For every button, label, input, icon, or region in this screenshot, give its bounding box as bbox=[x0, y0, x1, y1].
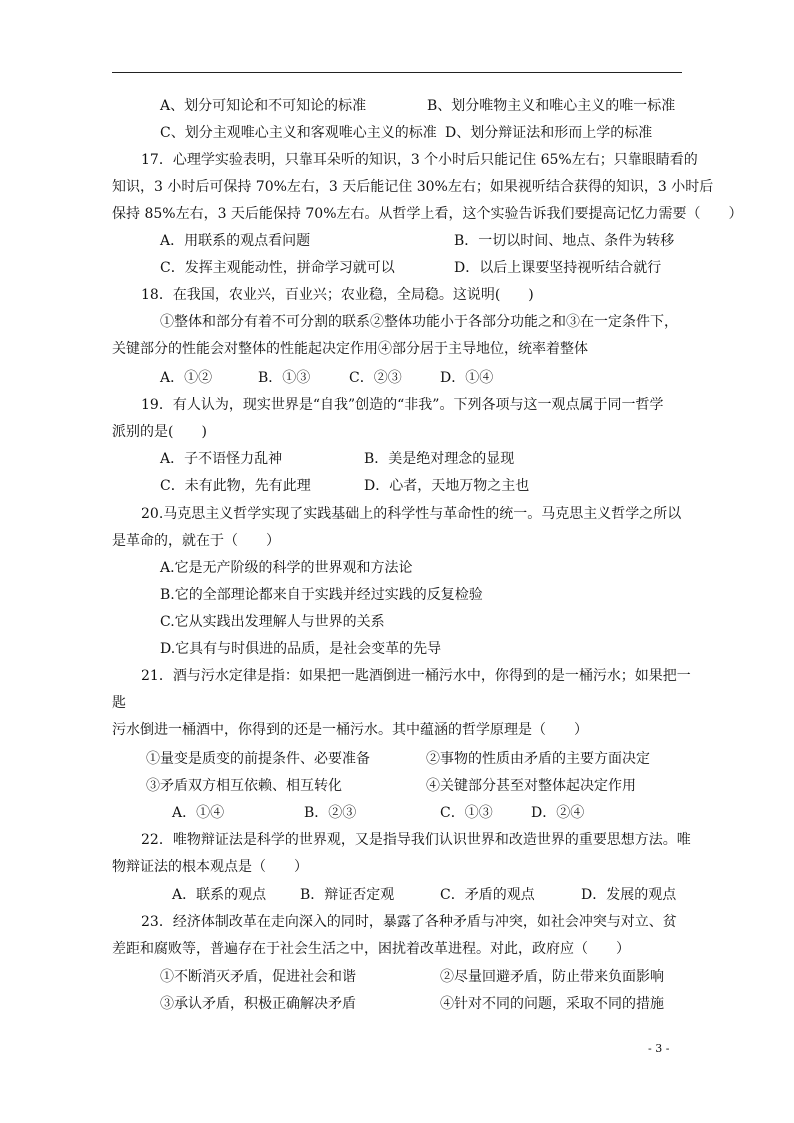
q16-option-c: C、划分主观唯心主义和客观唯心主义的标准 bbox=[160, 125, 437, 141]
q19-option-b: B．美是绝对理念的显现 bbox=[364, 451, 515, 467]
q21-statement-3: ③矛盾双方相互依赖、相互转化 bbox=[146, 778, 342, 794]
q23-statement-1: ①不断消灭矛盾，促进社会和谐 bbox=[160, 969, 356, 985]
q18-stem-line-3: 关键部分的性能会对整体的性能起决定作用④部分居于主导地位，统率着整体 bbox=[112, 341, 588, 357]
q23-stem-line-1: 23．经济体制改革在走向深入的同时，暴露了各种矛盾与冲突，如社会冲突与对立、贫 bbox=[141, 914, 677, 930]
q23-statement-2: ②尽量回避矛盾，防止带来负面影响 bbox=[440, 969, 664, 985]
q21-statement-2: ②事物的性质由矛盾的主要方面决定 bbox=[426, 751, 650, 767]
q20-option-d: D.它具有与时俱进的品质，是社会变革的先导 bbox=[160, 641, 442, 657]
q23-stem-line-2: 差距和腐败等，普遍存在于社会生活之中，困扰着改革进程。对此，政府应（ ） bbox=[112, 941, 630, 957]
q21-stem-line-1: 21．酒与污水定律是指：如果把一匙酒倒进一桶污水中，你得到的是一桶污水；如果把一 bbox=[141, 668, 691, 684]
q21-option-d: D．②④ bbox=[531, 805, 585, 821]
q19-stem-line-1: 19．有人认为，现实世界是“自我”创造的“非我”。下列各项与这一观点属于同一哲学 bbox=[141, 397, 664, 413]
q16-option-b: B、划分唯物主义和唯心主义的唯一标准 bbox=[427, 98, 676, 114]
q19-option-d: D．心者，天地万物之主也 bbox=[364, 478, 530, 494]
q21-statement-1: ①量变是质变的前提条件、必要准备 bbox=[146, 751, 370, 767]
q17-option-a: A．用联系的观点看问题 bbox=[160, 233, 311, 249]
q20-stem-line-1: 20.马克思主义哲学实现了实践基础上的科学性与革命性的统一。马克思主义哲学之所以 bbox=[141, 506, 682, 522]
q17-stem-line-1: 17．心理学实验表明，只靠耳朵听的知识，3 个小时后只能记住 65%左右；只靠眼睛看的 bbox=[141, 152, 698, 168]
q17-stem-line-2: 知识，3 小时后可保持 70%左右，3 天后能记住 30%左右；如果视听结合获得的知识，3 小时后 bbox=[112, 179, 714, 195]
q20-option-b: B.它的全部理论都来自于实践并经过实践的反复检验 bbox=[160, 587, 483, 603]
q18-stem-line-1: 18．在我国，农业兴，百业兴；农业稳，全局稳。这说明( ) bbox=[141, 287, 534, 303]
q18-option-a: A．①② bbox=[160, 370, 213, 386]
q21-option-b: B．②③ bbox=[304, 805, 357, 821]
q22-option-d: D．发展的观点 bbox=[581, 887, 677, 903]
q16-option-d: D、划分辩证法和形而上学的标准 bbox=[445, 125, 653, 141]
q17-option-b: B．一切以时间、地点、条件为转移 bbox=[454, 233, 675, 249]
q17-option-c: C．发挥主观能动性，拼命学习就可以 bbox=[160, 260, 395, 276]
q17-option-d: D．以后上课要坚持视听结合就行 bbox=[454, 260, 662, 276]
q21-statement-4: ④关键部分甚至对整体起决定作用 bbox=[426, 778, 636, 794]
q21-option-a: A．①④ bbox=[172, 805, 225, 821]
q23-statement-3: ③承认矛盾，积极正确解决矛盾 bbox=[160, 996, 356, 1012]
q21-stem-line-3: 污水倒进一桶酒中，你得到的还是一桶污水。其中蕴涵的哲学原理是（ ） bbox=[112, 722, 588, 738]
q19-option-c: C．未有此物，先有此理 bbox=[160, 478, 311, 494]
q21-stem-line-2: 匙 bbox=[112, 695, 126, 711]
q20-stem-line-2: 是革命的，就在于（ ） bbox=[112, 533, 280, 549]
q16-option-a: A、划分可知论和不可知论的标准 bbox=[160, 98, 367, 114]
q17-stem-line-3: 保持 85%左右，3 天后能保持 70%左右。从哲学上看，这个实验告诉我们要提高记忆力需要（ ） bbox=[112, 206, 743, 222]
q22-stem-line-1: 22．唯物辩证法是科学的世界观，又是指导我们认识世界和改造世界的重要思想方法。唯 bbox=[141, 832, 691, 848]
q18-option-b: B．①③ bbox=[258, 370, 311, 386]
q18-option-c: C．②③ bbox=[349, 370, 402, 386]
q22-option-b: B．辩证否定观 bbox=[300, 887, 395, 903]
page-number: - 3 - bbox=[648, 1042, 670, 1055]
q21-option-c: C．①③ bbox=[440, 805, 493, 821]
q22-option-c: C．矛盾的观点 bbox=[440, 887, 535, 903]
q19-stem-line-2: 派别的是( ) bbox=[112, 424, 207, 440]
q22-option-a: A．联系的观点 bbox=[172, 887, 267, 903]
q20-option-c: C.它从实践出发理解人与世界的关系 bbox=[160, 614, 385, 630]
q23-statement-4: ④针对不同的问题，采取不同的措施 bbox=[440, 996, 664, 1012]
header-rule bbox=[112, 72, 682, 73]
q19-option-a: A．子不语怪力乱神 bbox=[160, 451, 283, 467]
q20-option-a: A.它是无产阶级的科学的世界观和方法论 bbox=[160, 560, 413, 576]
q22-stem-line-2: 物辩证法的根本观点是（ ） bbox=[112, 859, 308, 875]
q18-option-d: D．①④ bbox=[440, 370, 494, 386]
q18-stem-line-2: ①整体和部分有着不可分割的联系②整体功能小于各部分功能之和③在一定条件下， bbox=[160, 314, 678, 330]
